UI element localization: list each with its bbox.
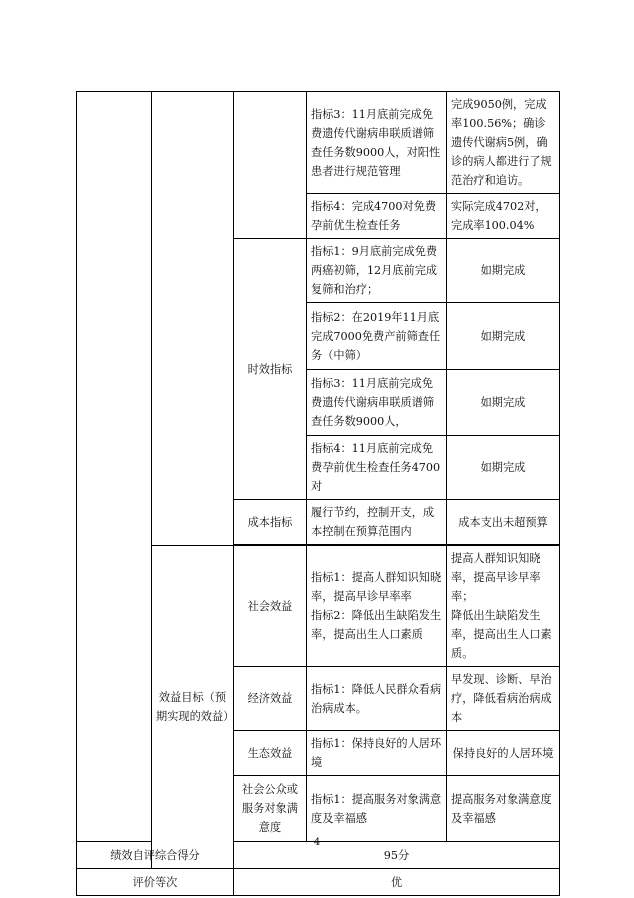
timeliness-label: 时效指标 [234, 239, 307, 500]
actual-cell: 如期完成 [447, 436, 560, 500]
benefit-label: 效益目标（预期实现的效益） [152, 546, 234, 869]
performance-table [76, 91, 560, 896]
indicator-cell [307, 546, 447, 667]
grade-value: 优 [234, 869, 560, 896]
actual-cell: 如期完成 [447, 370, 560, 436]
satisfaction-label: 社会公众或服务对象满意度 [234, 776, 307, 842]
score-value: 95分 [234, 842, 560, 869]
indicator-cell: 履行节约，控制开支，成本控制在预算范围内 [307, 500, 447, 545]
indicator-line: 指标2：降低出生缺陷发生率，提高出生人口素质 [311, 609, 442, 641]
indicator-cell: 指标3：11月底前完成免费遗传代谢病串联质谱筛查任务数9000人， [307, 370, 447, 436]
grade-label: 评价等次 [77, 869, 234, 896]
actual-line: 提高人群知识知晓率，提高早诊早率率； [451, 552, 541, 603]
indicator-cell: 指标4：完成4700对免费孕前优生检查任务 [307, 194, 447, 239]
indicator-cell: 指标3：11月底前完成免费遗传代谢病串联质谱筛查任务数9000人，对阳性患者进行规范管理 [307, 92, 447, 194]
social-label: 社会效益 [234, 546, 307, 667]
actual-cell: 完成9050例，完成率100.56%；确诊遗传代谢病5例，确诊的病人都进行了规范治疗和追访。 [447, 92, 560, 194]
ecological-label: 生态效益 [234, 731, 307, 776]
actual-cell: 提高服务对象满意度及幸福感 [447, 776, 560, 842]
cost-label: 成本指标 [234, 500, 307, 545]
indicator-cell: 指标4：11月底前完成免费孕前优生检查任务4700对 [307, 436, 447, 500]
indicator-line: 指标1：提高人群知识知晓率，提高早诊早率率 [311, 571, 442, 603]
actual-cell: 如期完成 [447, 239, 560, 303]
indicator-cell: 指标2：在2019年11月底完成7000免费产前筛查任务（中筛） [307, 303, 447, 370]
category-cell [77, 92, 152, 842]
actual-cell: 实际完成4702对，完成率100.04% [447, 194, 560, 239]
actual-cell: 保持良好的人居环境 [447, 731, 560, 776]
economic-label: 经济效益 [234, 667, 307, 731]
metric-type-cell [234, 92, 307, 239]
actual-cell [447, 546, 560, 667]
subcategory-cell [152, 92, 234, 546]
table-row [77, 869, 560, 896]
actual-line: 降低出生缺陷发生率，提高出生人口素质。 [451, 609, 552, 660]
actual-cell: 成本支出未超预算 [447, 500, 560, 545]
page-number: 4 [313, 837, 321, 848]
table-row [77, 92, 560, 194]
actual-cell: 早发现、诊断、早治疗，降低看病治病成本 [447, 667, 560, 731]
indicator-cell: 指标1：降低人民群众看病治病成本。 [307, 667, 447, 731]
actual-cell: 如期完成 [447, 303, 560, 370]
indicator-cell: 指标1：保持良好的人居环境 [307, 731, 447, 776]
indicator-cell: 指标1：提高服务对象满意度及幸福感 [307, 776, 447, 842]
score-label: 绩效自评综合得分 [77, 842, 234, 869]
indicator-cell: 指标1：9月底前完成免费两癌初筛，12月底前完成复筛和治疗； [307, 239, 447, 303]
